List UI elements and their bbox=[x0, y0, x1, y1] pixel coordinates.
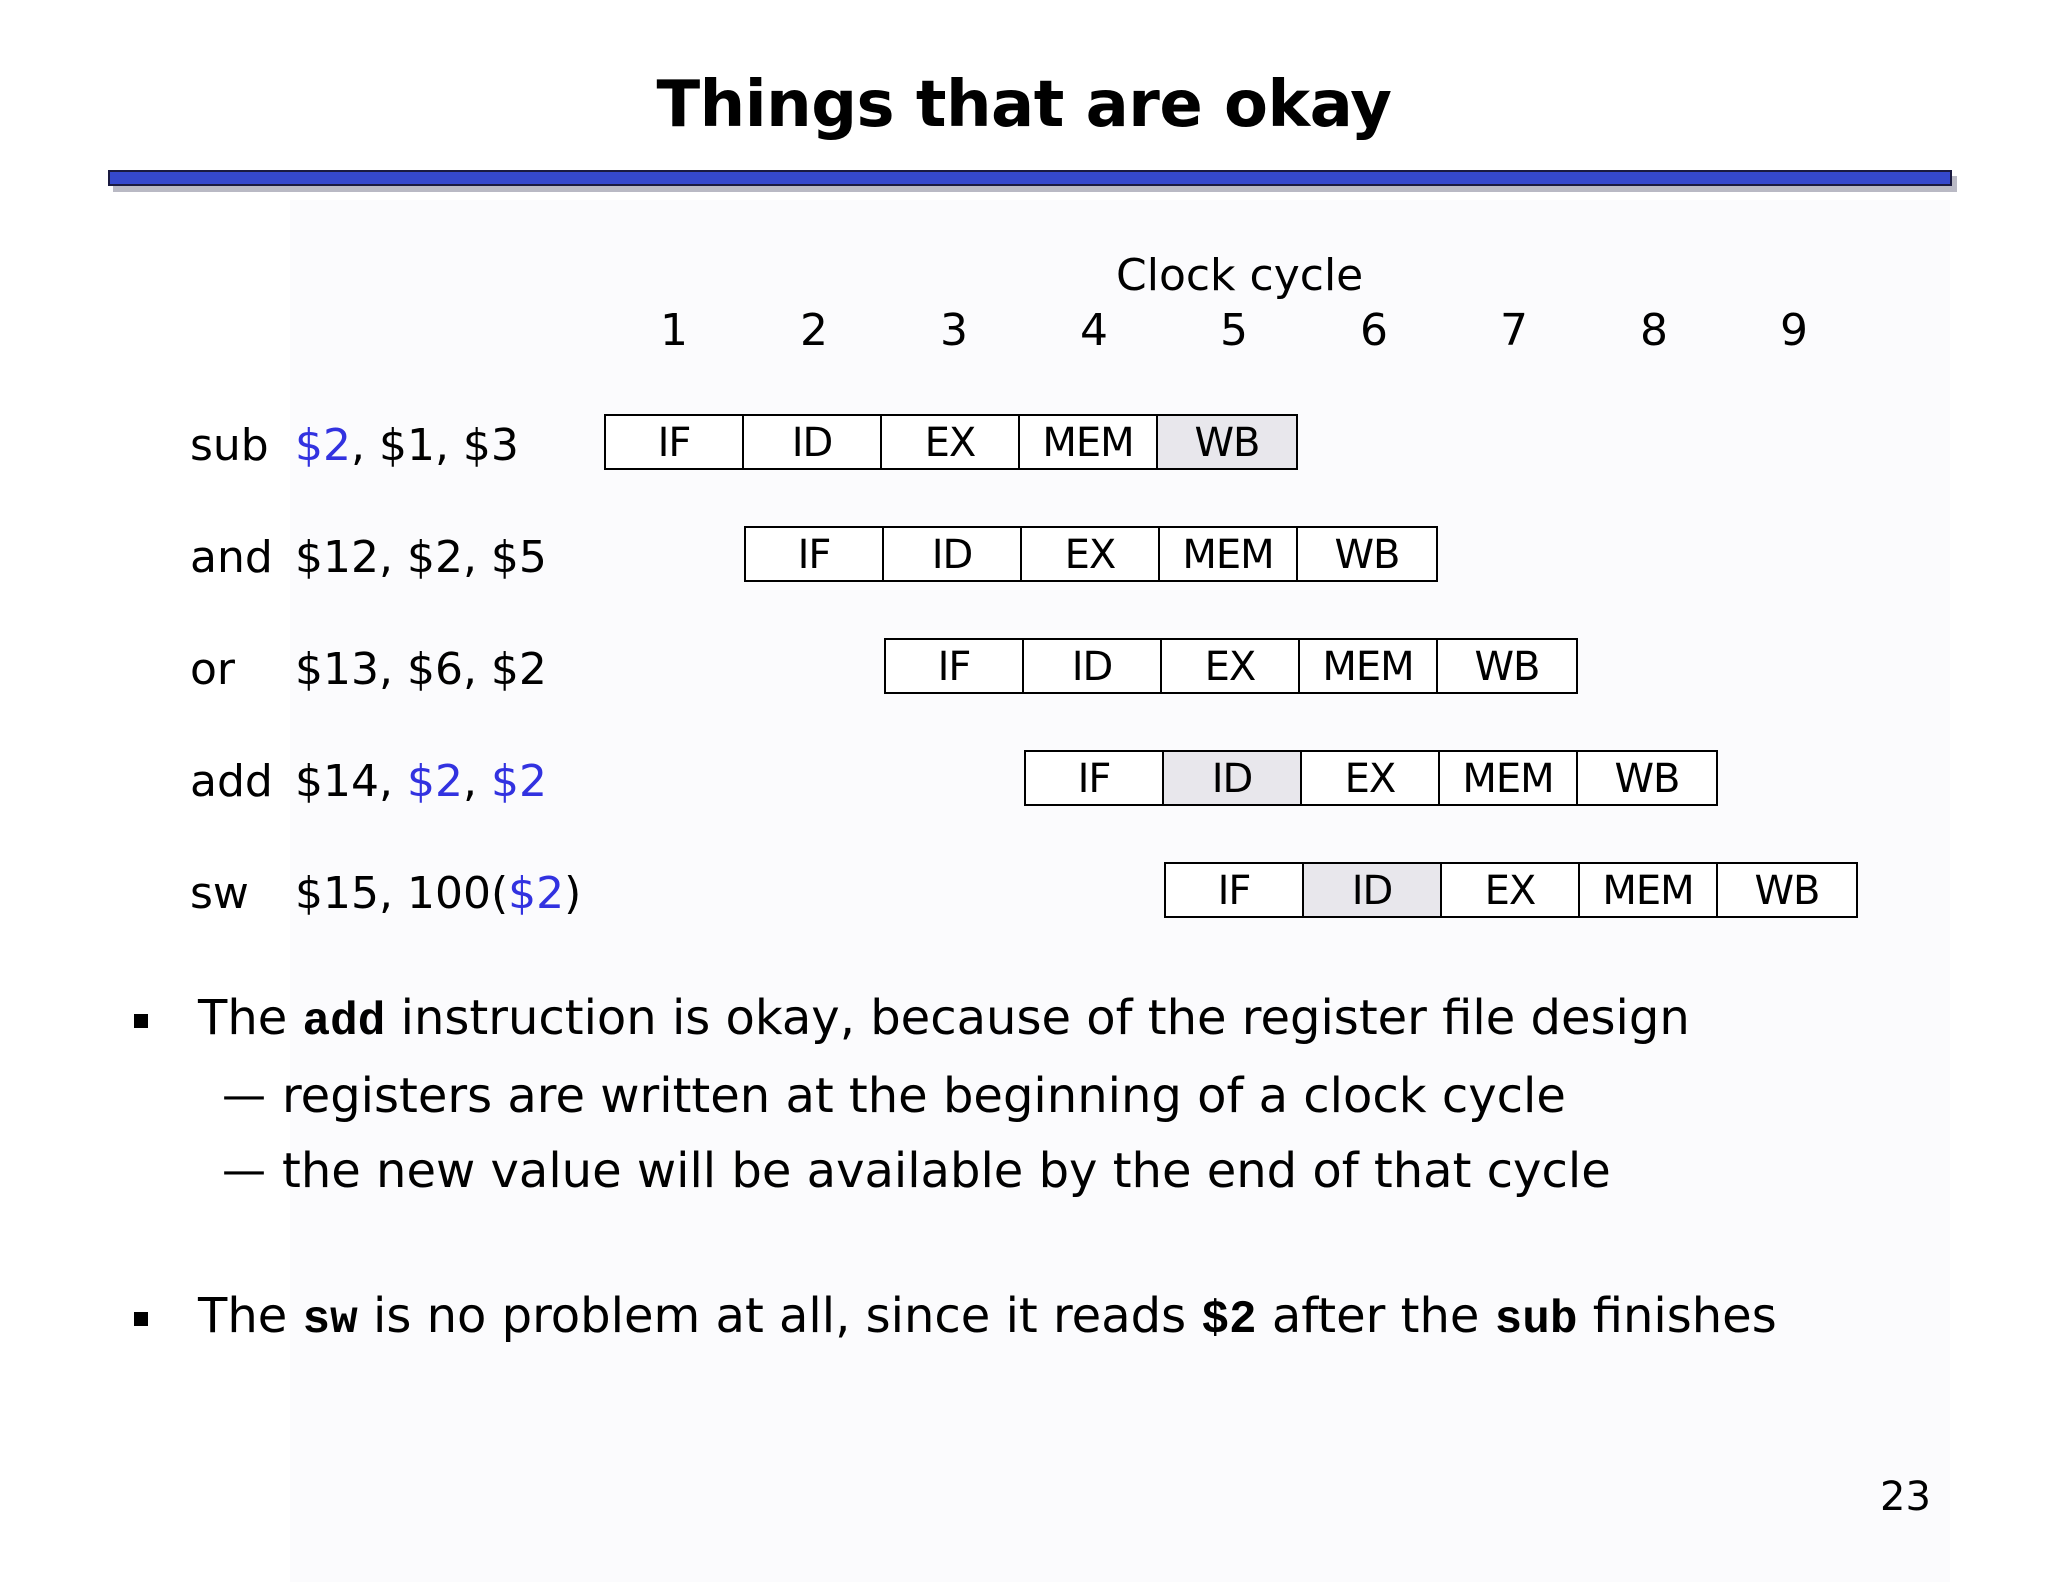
sub-bullet-text: registers are written at the beginning of a clock cycle bbox=[282, 1068, 1566, 1124]
opcode: sub bbox=[190, 420, 269, 471]
highlighted-register: $2 bbox=[508, 868, 565, 919]
instruction-add bbox=[190, 756, 547, 807]
stage-mem: MEM bbox=[1440, 752, 1578, 804]
pipeline-row bbox=[744, 526, 1438, 582]
operand-text: $13, $6, $2 bbox=[295, 644, 547, 695]
stage-id: ID bbox=[1304, 864, 1442, 916]
stage-id: ID bbox=[1164, 752, 1302, 804]
text-run: The bbox=[198, 990, 303, 1046]
stage-mem: MEM bbox=[1020, 416, 1158, 468]
cycle-number: 3 bbox=[940, 305, 968, 356]
stage-wb: WB bbox=[1754, 868, 1820, 914]
page-number: 23 bbox=[1880, 1474, 1931, 1520]
code-keyword: sub bbox=[1494, 1294, 1578, 1346]
cycle-number: 5 bbox=[1220, 305, 1248, 356]
sub-bullet-dash: — bbox=[222, 1145, 266, 1196]
title-underline-bar bbox=[108, 170, 1952, 186]
cycle-number: 1 bbox=[660, 305, 688, 356]
stage-wb: WB bbox=[1334, 532, 1400, 578]
stage-if: IF bbox=[1026, 752, 1164, 804]
instruction-sub bbox=[190, 420, 519, 471]
operand-text: $15, 100( bbox=[295, 868, 509, 919]
operand-text: $14, bbox=[295, 756, 407, 807]
cycle-number: 9 bbox=[1780, 305, 1808, 356]
code-keyword: sw bbox=[302, 1294, 358, 1346]
stage-if: IF bbox=[886, 640, 1024, 692]
text-run: after the bbox=[1256, 1288, 1495, 1344]
stage-wb: WB bbox=[1614, 756, 1680, 802]
opcode: and bbox=[190, 532, 273, 583]
operand-text: $12, $2, $5 bbox=[295, 532, 547, 583]
highlighted-register: $2 bbox=[295, 420, 351, 471]
opcode: or bbox=[190, 644, 236, 695]
bullet-text bbox=[198, 1288, 1777, 1346]
operand-text: ) bbox=[564, 868, 582, 919]
stage-wb: WB bbox=[1158, 416, 1296, 468]
sub-bullet-text: the new value will be available by the end of that cycle bbox=[282, 1143, 1611, 1199]
stage-wb: WB bbox=[1474, 644, 1540, 690]
opcode: sw bbox=[190, 868, 249, 919]
highlighted-register: $2 bbox=[490, 756, 547, 807]
opcode: add bbox=[190, 756, 273, 807]
stage-mem: MEM bbox=[1160, 528, 1298, 580]
stage-ex: EX bbox=[1442, 864, 1580, 916]
stage-mem: MEM bbox=[1580, 864, 1718, 916]
stage-ex: EX bbox=[1162, 640, 1300, 692]
text-run: finishes bbox=[1577, 1288, 1777, 1344]
code-keyword: add bbox=[302, 996, 386, 1048]
operand-text: , $1, $3 bbox=[351, 420, 519, 471]
sub-bullet-dash: — bbox=[222, 1070, 266, 1121]
stage-id: ID bbox=[884, 528, 1022, 580]
pipeline-row bbox=[1164, 862, 1858, 918]
cycle-number: 6 bbox=[1360, 305, 1388, 356]
text-run: is no problem at all, since it reads bbox=[357, 1288, 1202, 1344]
cycle-number: 4 bbox=[1080, 305, 1108, 356]
stage-id: ID bbox=[1024, 640, 1162, 692]
clock-cycle-label: Clock cycle bbox=[1116, 250, 1364, 301]
pipeline-row bbox=[1024, 750, 1718, 806]
instruction-or bbox=[190, 644, 547, 695]
bullet-text bbox=[198, 990, 1690, 1048]
stage-mem: MEM bbox=[1300, 640, 1438, 692]
pipeline-row bbox=[884, 638, 1578, 694]
operand-text: , bbox=[462, 756, 491, 807]
cycle-number: 2 bbox=[800, 305, 828, 356]
stage-if: IF bbox=[746, 528, 884, 580]
bullet-marker bbox=[134, 1014, 148, 1028]
cycle-number: 8 bbox=[1640, 305, 1668, 356]
cycle-number: 7 bbox=[1500, 305, 1528, 356]
code-keyword: $2 bbox=[1201, 1294, 1257, 1346]
stage-ex: EX bbox=[1302, 752, 1440, 804]
text-run: The bbox=[198, 1288, 303, 1344]
stage-if: IF bbox=[1166, 864, 1304, 916]
text-run: instruction is okay, because of the register file design bbox=[385, 990, 1690, 1046]
instruction-sw bbox=[190, 868, 581, 919]
highlighted-register: $2 bbox=[406, 756, 463, 807]
stage-ex: EX bbox=[1022, 528, 1160, 580]
stage-id: ID bbox=[744, 416, 882, 468]
bullet-marker bbox=[134, 1312, 148, 1326]
pipeline-row bbox=[604, 414, 1298, 470]
slide-title: Things that are okay bbox=[656, 68, 1392, 142]
instruction-and bbox=[190, 532, 547, 583]
stage-ex: EX bbox=[882, 416, 1020, 468]
stage-if: IF bbox=[606, 416, 744, 468]
